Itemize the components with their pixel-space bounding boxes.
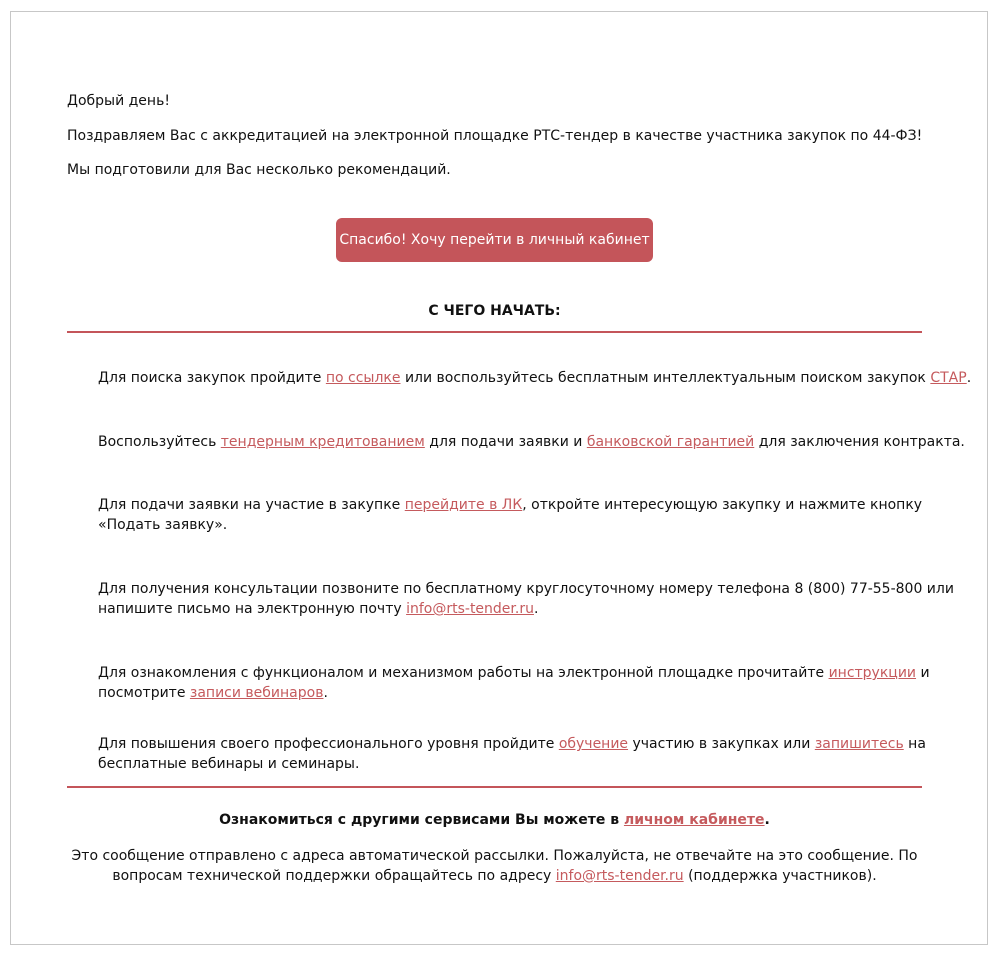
- item-text: для подачи заявки и: [424, 434, 587, 450]
- webinar-records-link[interactable]: записи вебинаров: [189, 685, 324, 701]
- item-text: , откройте интересующую закупку и нажмите кнопку: [522, 497, 923, 513]
- congrats-text: Поздравляем Вас с аккредитацией на электронной площадке РТС-тендер в качестве участника закупок по 44-ФЗ!: [67, 128, 923, 144]
- personal-cabinet-link[interactable]: личном кабинете: [623, 812, 765, 828]
- services-text: .: [764, 812, 770, 828]
- services-note: [67, 810, 922, 830]
- bottom-divider: [67, 786, 922, 788]
- instructions-link[interactable]: инструкции: [828, 665, 917, 681]
- training-link[interactable]: обучение: [558, 736, 629, 752]
- item-text: «Подать заявку».: [98, 517, 228, 533]
- item-text: Воспользуйтесь: [98, 434, 221, 450]
- notice-line-1: Это сообщение отправлено с адреса автоматической рассылки. Пожалуйста, не отвечайте на это сообщение. По: [71, 848, 918, 864]
- item-text: Для повышения своего профессионального уровня пройдите: [98, 736, 559, 752]
- item-text: на: [903, 736, 926, 752]
- email-frame: [10, 11, 988, 945]
- recommendation-consultation: [98, 579, 954, 619]
- item-text: для заключения контракта.: [754, 434, 965, 450]
- item-text: .: [966, 370, 972, 386]
- item-text: Для ознакомления с функционалом и механизмом работы на электронной площадке прочитайте: [98, 665, 829, 681]
- notice-text: вопросам технической поддержки обращайтесь по адресу: [112, 868, 556, 884]
- go-to-lk-link[interactable]: перейдите в ЛК: [404, 497, 523, 513]
- top-divider: [67, 331, 922, 333]
- recommendation-training: [98, 734, 928, 774]
- greeting-text: Добрый день!: [67, 93, 170, 109]
- auto-notice: [67, 846, 922, 886]
- intro-text: Мы подготовили для Вас несколько рекомендаций.: [67, 162, 451, 178]
- search-link[interactable]: по ссылке: [325, 370, 401, 386]
- notice-text: (поддержка участников).: [683, 868, 877, 884]
- item-text: напишите письмо на электронную почту: [98, 601, 407, 617]
- item-text: бесплатные вебинары и семинары.: [98, 756, 360, 772]
- support-email-link[interactable]: info@rts-tender.ru: [406, 601, 534, 617]
- go-to-cabinet-button[interactable]: Спасибо! Хочу перейти в личный кабинет: [336, 218, 653, 262]
- bank-guarantee-link[interactable]: банковской гарантией: [586, 434, 755, 450]
- services-text: Ознакомиться с другими сервисами Вы можете в: [219, 812, 624, 828]
- tender-credit-link[interactable]: тендерным кредитованием: [220, 434, 425, 450]
- item-text: и: [916, 665, 930, 681]
- item-text: или воспользуйтесь бесплатным интеллектуальным поиском закупок: [400, 370, 931, 386]
- recommendation-search: [98, 368, 972, 388]
- star-search-link[interactable]: СТАР: [930, 370, 967, 386]
- item-text: .: [323, 685, 328, 701]
- item-text: участию в закупках или: [628, 736, 815, 752]
- footer-support-email-link[interactable]: info@rts-tender.ru: [555, 868, 684, 884]
- item-text: Для подачи заявки на участие в закупке: [98, 497, 405, 513]
- item-text: .: [533, 601, 539, 617]
- recommendation-application: [98, 495, 928, 535]
- item-text: посмотрите: [98, 685, 190, 701]
- recommendation-instructions: [98, 663, 928, 703]
- item-text: Для получения консультации позвоните по бесплатному круглосуточному номеру телефона 8 (800) 77-55-800 или: [98, 581, 954, 597]
- signup-link[interactable]: запишитесь: [814, 736, 904, 752]
- section-title: С ЧЕГО НАЧАТЬ:: [428, 303, 561, 319]
- item-text: Для поиска закупок пройдите: [98, 370, 326, 386]
- recommendation-credit: [98, 432, 965, 452]
